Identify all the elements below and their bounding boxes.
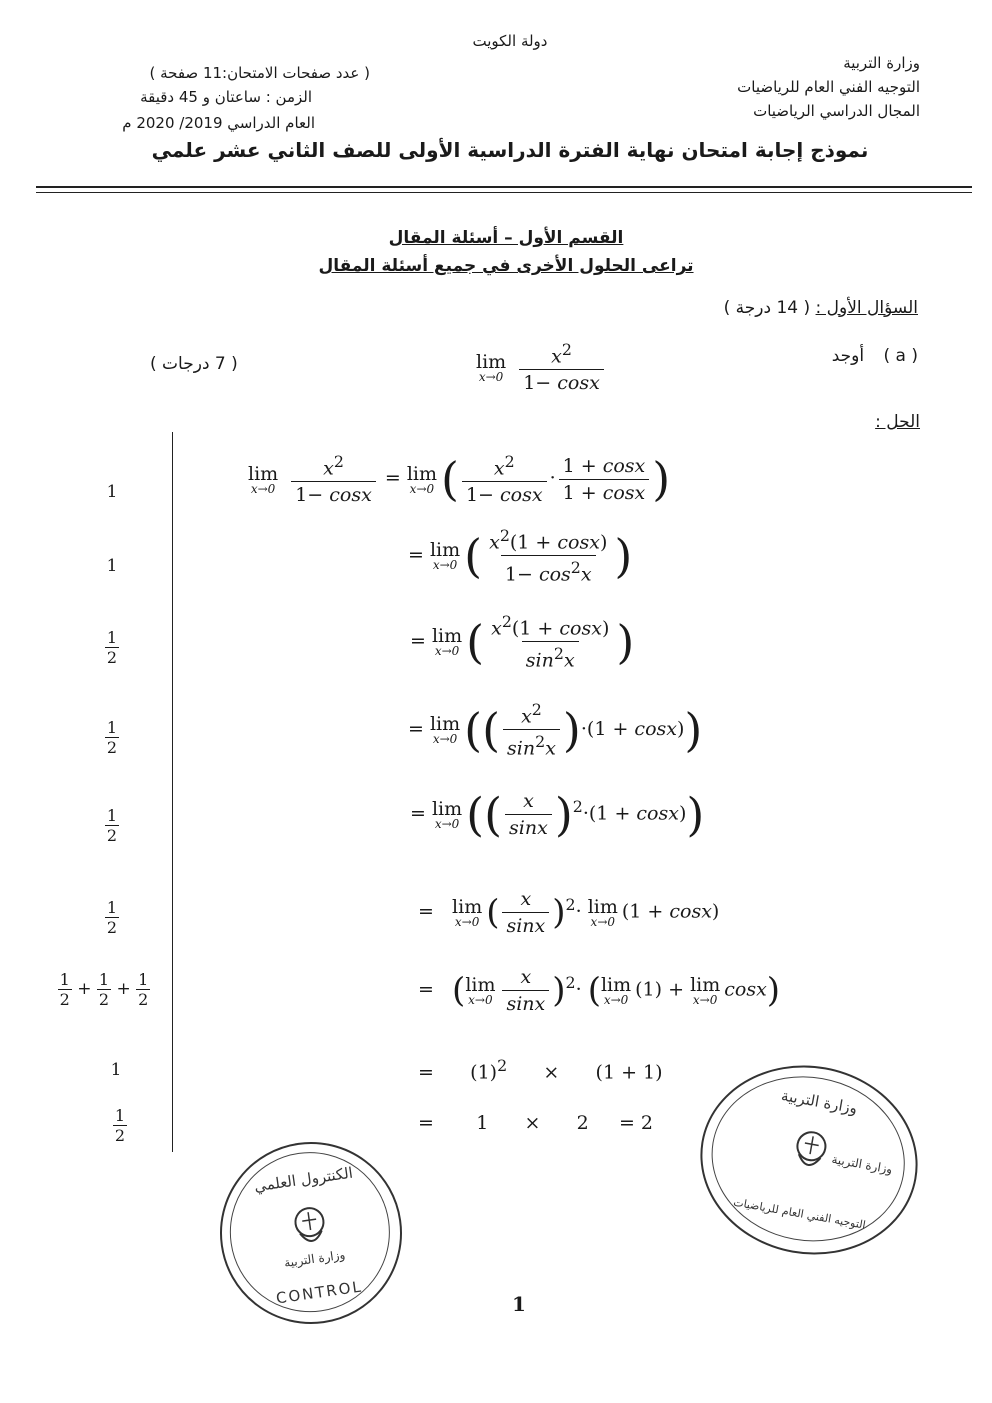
field-name: المجال الدراسي الرياضيات <box>753 102 920 120</box>
academic-year: العام الدراسي 2019/ 2020 م <box>122 114 315 132</box>
solution-step-6: = lim x→0 ( $\frac{x}{\sin x}$ )$^2$· lim x→0 (1 + cosx) <box>418 888 720 937</box>
mark-step-4: $\frac{1}{2}$ <box>106 718 118 757</box>
ministry-stamp-title: وزارة التربية <box>779 1086 859 1118</box>
part-label: ( a ) <box>883 346 918 366</box>
part-points: ( 7 درجات ) <box>150 354 238 374</box>
mark-step-6: $\frac{1}{2}$ <box>106 898 118 937</box>
control-stamp <box>208 1130 414 1336</box>
solution-step-7: = ( lim x→0 $\frac{x}{\sin x}$ )$^2$· ( lim x→0 (1) + lim x→0 cosx) <box>418 966 781 1015</box>
page-title: نموذج إجابة امتحان نهاية الفترة الدراسية الأولى للصف الثاني عشر علمي <box>151 138 869 162</box>
exam-duration: الزمن : ساعتان و 45 دقيقة <box>140 88 312 106</box>
header-divider <box>36 186 972 188</box>
ministry-stamp <box>685 1049 932 1272</box>
solution-step-1: lim x→0 $\frac{x^2}{1- \cos x}$ = lim x→0 ( $\frac{x^2}{1- \cos x}$ · $\frac{1 + \cos x}{1 + \cos x}$ ) <box>248 452 671 507</box>
part-a-label <box>832 346 918 366</box>
solution-step-9: = 1 × 2 = 2 <box>418 1112 654 1134</box>
solution-step-2: = lim x→0 ( $\frac{x^2(1 + \cos x)}{1- \cos^2x}$ ) <box>408 526 633 586</box>
ministry-stamp-subtitle: وزارة التربية <box>830 1152 894 1177</box>
control-stamp-ministry: وزارة التربية <box>283 1247 347 1270</box>
mark-step-2: 1 <box>106 556 118 576</box>
question-label <box>724 298 918 318</box>
mark-step-8: 1 <box>110 1060 122 1080</box>
find-label: أوجد <box>831 346 865 366</box>
question-number: السؤال الأول : <box>815 298 918 318</box>
ministry-name: وزارة التربية <box>843 54 920 72</box>
emblem-icon <box>282 1199 338 1255</box>
mark-step-5: $\frac{1}{2}$ <box>106 806 118 845</box>
mark-step-1: 1 <box>106 482 118 502</box>
solution-step-4: = lim x→0 (( $\frac{x^2}{\sin^2x}$ )·(1 + cosx)) <box>408 700 703 760</box>
problem-expression: lim x→0 $\frac{x^2}{1- \cos x}$ <box>476 340 607 394</box>
mark-step-9: $\frac{1}{2}$ <box>114 1106 126 1145</box>
section-note: تراعى الحلول الأخرى في جميع أسئلة المقال <box>318 256 694 276</box>
mark-step-7: $\frac{1}{2}$ + $\frac{1}{2}$ + $\frac{1}{2}$ <box>59 970 149 1009</box>
department-name: التوجيه الفني العام للرياضيات <box>737 78 920 96</box>
ministry-stamp-dept: التوجيه الفني العام للرياضيات <box>732 1195 867 1232</box>
marks-divider <box>172 432 173 1152</box>
page-number: 1 <box>512 1292 526 1316</box>
question-points: ( 14 درجة ) <box>723 298 811 318</box>
control-stamp-title: الكنترول العلمي <box>253 1163 354 1196</box>
pages-count: ( عدد صفحات الامتحان:11 صفحة ) <box>149 64 370 82</box>
solution-step-5: = lim x→0 (( $\frac{x}{\sin x}$ )$^2$·(1 + cosx)) <box>410 787 705 842</box>
control-stamp-label: CONTROL <box>274 1277 364 1308</box>
country-name: دولة الكويت <box>472 32 548 50</box>
solution-label: الحل : <box>875 412 920 432</box>
section-title: القسم الأول – أسئلة المقال <box>388 228 624 248</box>
solution-step-3: = lim x→0 ( $\frac{x^2(1 + \cos x)}{\sin^2x}$ ) <box>410 612 635 672</box>
mark-step-3: $\frac{1}{2}$ <box>106 628 118 667</box>
header-divider-2 <box>36 192 972 193</box>
solution-step-8: = $(1)^2$ × (1 + 1) <box>418 1056 663 1084</box>
